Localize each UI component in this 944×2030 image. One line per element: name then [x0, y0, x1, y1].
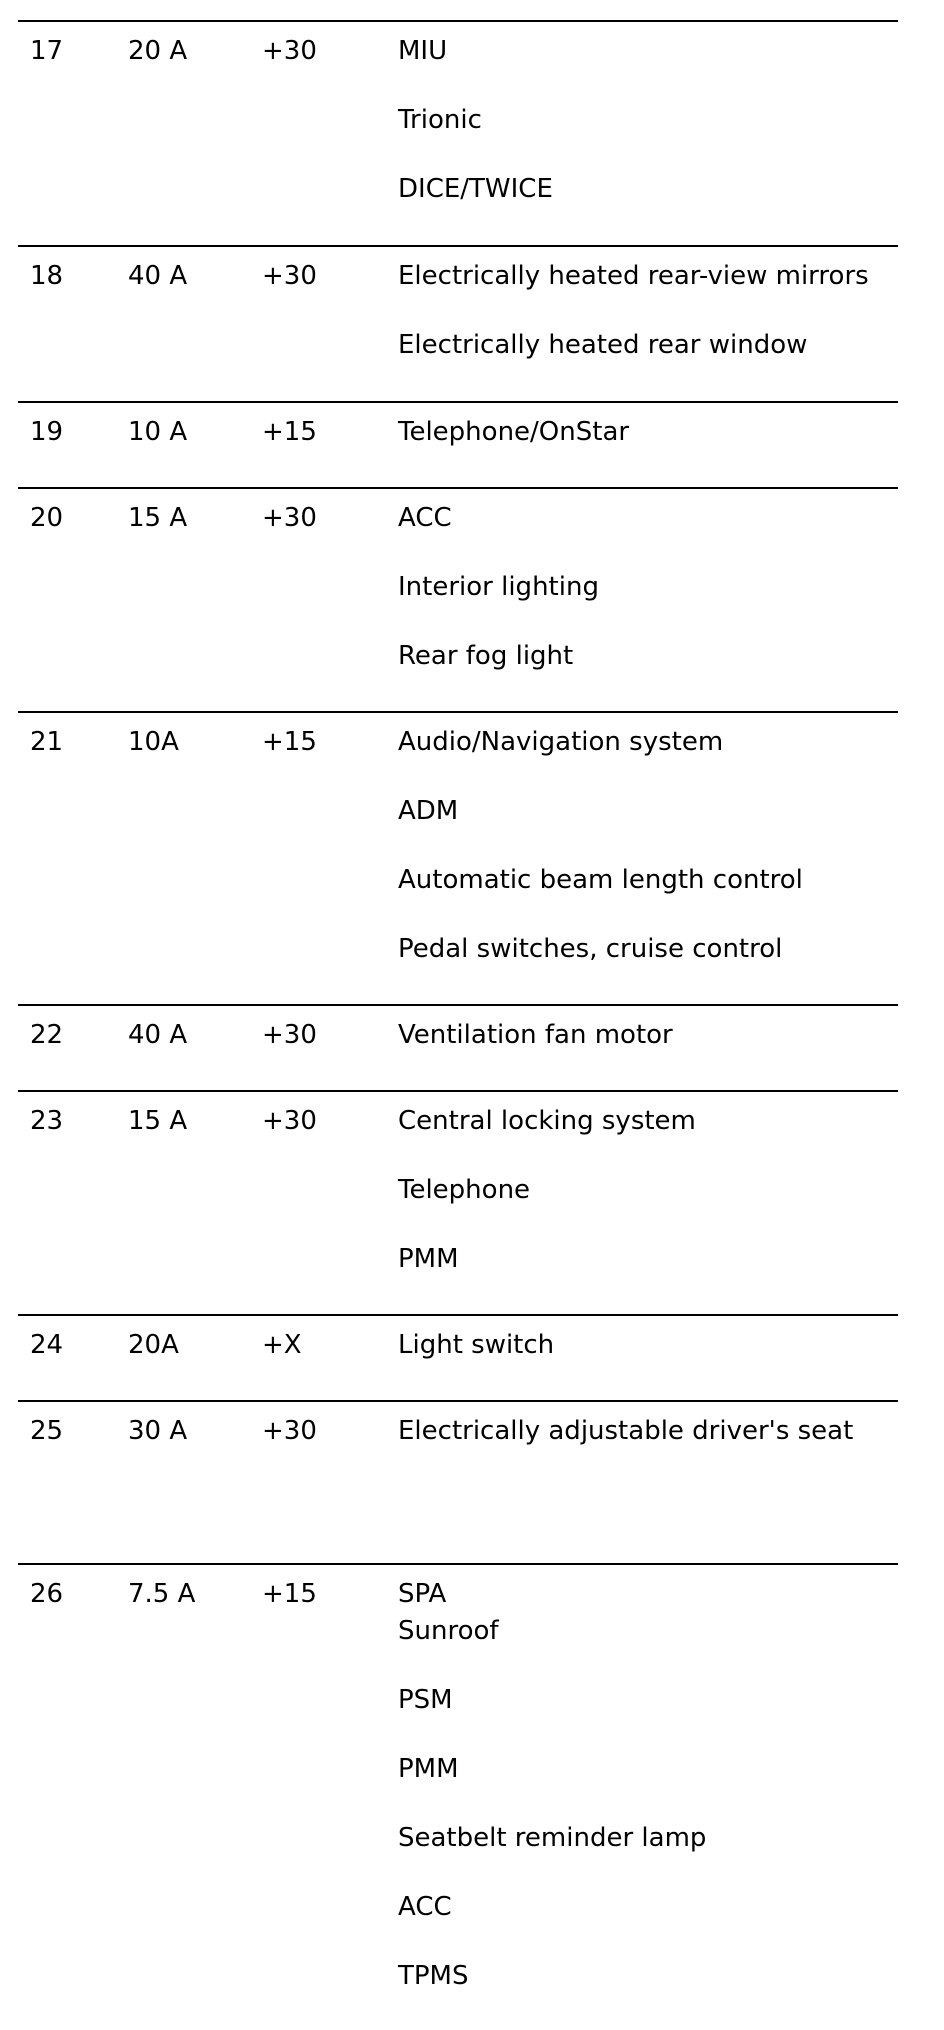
fuse-row-17 — [18, 20, 898, 204]
fuse-amperage: 40 A — [128, 1020, 188, 1050]
fuse-terminal: +15 — [262, 1579, 317, 1609]
fuse-amperage: 20A — [128, 1330, 179, 1360]
fuse-amperage: 40 A — [128, 261, 188, 291]
circuit-item: SPA — [398, 1579, 447, 1609]
circuit-item: MIU — [398, 36, 448, 66]
circuit-item: Automatic beam length control — [398, 865, 803, 895]
circuit-item: Central locking system — [398, 1106, 696, 1136]
circuit-item: Rear fog light — [398, 641, 574, 671]
fuse-circuits — [398, 417, 629, 486]
fuse-circuits — [398, 503, 599, 710]
circuit-item: Telephone/OnStar — [398, 417, 630, 447]
fuse-row-20 — [18, 487, 898, 671]
fuse-circuits — [398, 1416, 853, 1485]
fuse-row-18 — [18, 245, 898, 360]
circuit-item: DICE/TWICE — [398, 174, 553, 204]
fuse-number: 18 — [30, 261, 64, 291]
fuse-circuits — [398, 36, 553, 243]
fuse-circuits — [398, 1106, 696, 1313]
fuse-circuits — [398, 1020, 673, 1089]
fuse-terminal: +30 — [262, 1106, 317, 1136]
circuit-item: PMM — [398, 1754, 459, 1784]
fuse-terminal: +15 — [262, 417, 317, 447]
circuit-item: PSM — [398, 1685, 453, 1715]
fuse-amperage: 15 A — [128, 1106, 188, 1136]
fuse-row-23 — [18, 1090, 898, 1274]
fuse-terminal: +30 — [262, 261, 317, 291]
fuse-row-19 — [18, 401, 898, 447]
fuse-amperage: 7.5 A — [128, 1579, 196, 1609]
fuse-circuits — [398, 1579, 706, 2030]
fuse-amperage: 20 A — [128, 36, 188, 66]
circuit-item: Light switch — [398, 1330, 555, 1360]
circuit-item: Trionic — [398, 105, 482, 135]
circuit-item: Electrically heated rear-view mirrors — [398, 261, 869, 291]
circuit-item: PMM — [398, 1244, 459, 1274]
circuit-item: Audio/Navigation system — [398, 727, 724, 757]
circuit-item: Interior lighting — [398, 572, 599, 602]
fuse-terminal: +30 — [262, 503, 317, 533]
circuit-item: ACC — [398, 1892, 452, 1922]
fuse-number: 24 — [30, 1330, 64, 1360]
fuse-amperage: 10 A — [128, 417, 188, 447]
fuse-circuits — [398, 1330, 554, 1399]
fuse-number: 22 — [30, 1020, 64, 1050]
fuse-number: 26 — [30, 1579, 64, 1609]
circuit-item: Telephone — [398, 1175, 531, 1205]
fuse-number: 17 — [30, 36, 64, 66]
fuse-row-25 — [18, 1400, 898, 1446]
circuit-item: ACC — [398, 503, 452, 533]
fuse-row-24 — [18, 1314, 898, 1360]
circuit-item: ADM — [398, 796, 459, 826]
circuit-item: Electrically heated rear window — [398, 330, 808, 360]
fuse-row-22 — [18, 1004, 898, 1050]
fuse-amperage: 15 A — [128, 503, 188, 533]
fuse-amperage: 10A — [128, 727, 179, 757]
fuse-number: 25 — [30, 1416, 64, 1446]
fuse-terminal: +30 — [262, 1020, 317, 1050]
fuse-terminal: +30 — [262, 36, 317, 66]
fuse-row-26 — [18, 1563, 898, 1991]
fuse-number: 20 — [30, 503, 64, 533]
fuse-circuits — [398, 727, 803, 1003]
circuit-item: Seatbelt reminder lamp — [398, 1823, 707, 1853]
circuit-item: Ventilation fan motor — [398, 1020, 673, 1050]
fuse-terminal: +15 — [262, 727, 317, 757]
circuit-item: Sunroof — [398, 1616, 499, 1646]
circuit-item: TPMS — [398, 1961, 469, 1991]
fuse-amperage: 30 A — [128, 1416, 188, 1446]
fuse-number: 19 — [30, 417, 64, 447]
fuse-number: 21 — [30, 727, 64, 757]
fuse-number: 23 — [30, 1106, 64, 1136]
fuse-row-21 — [18, 711, 898, 964]
circuit-item: Electrically adjustable driver's seat — [398, 1416, 854, 1446]
circuit-item: Pedal switches, cruise control — [398, 934, 783, 964]
fuse-circuits — [398, 261, 869, 399]
fuse-terminal: +30 — [262, 1416, 317, 1446]
fuse-terminal: +X — [262, 1330, 302, 1360]
